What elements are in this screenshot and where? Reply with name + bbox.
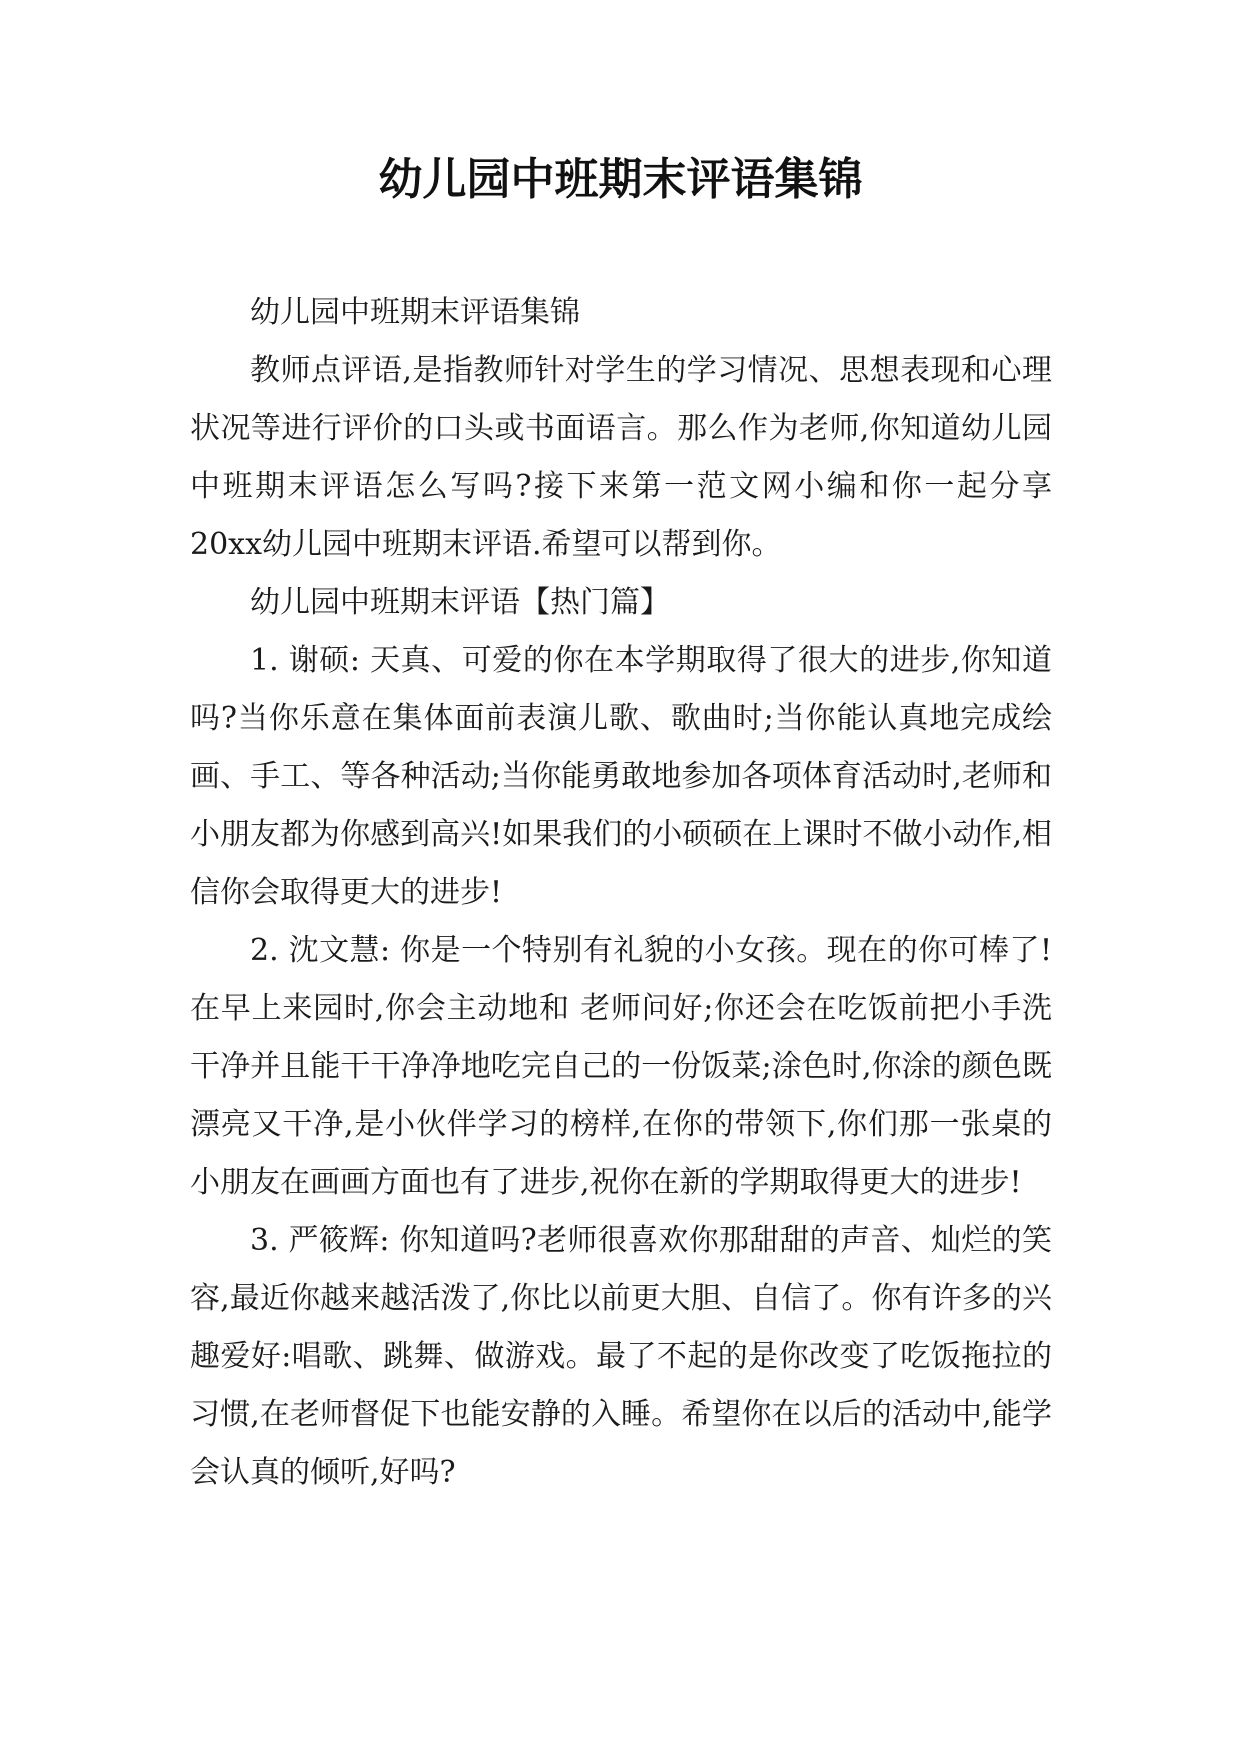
paragraph-comment-2: 2. 沈文慧: 你是一个特别有礼貌的小女孩。现在的你可棒了!在早上来园时,你会主动地和 老师问好;你还会在吃饭前把小手洗干净并且能干干净净地吃完自己的一份饭菜;涂色时,你涂的颜色既漂亮又干净,是小伙伴学习的榜样,在你的带领下,你们那一张桌的小朋友在画画方面也有了进步,祝你在新的学期取得更大的进步!	[190, 933, 1052, 1200]
document-body	[190, 284, 1052, 1502]
paragraph-comment-3: 3. 严筱辉: 你知道吗?老师很喜欢你那甜甜的声音、灿烂的笑容,最近你越来越活泼了,你比以前更大胆、自信了。你有许多的兴趣爱好:唱歌、跳舞、做游戏。最了不起的是你改变了吃饭拖拉的习惯,在老师督促下也能安静的入睡。希望你在以后的活动中,能学会认真的倾听,好吗?	[190, 1223, 1052, 1490]
paragraph-intro: 教师点评语,是指教师针对学生的学习情况、思想表现和心理状况等进行评价的口头或书面语言。那么作为老师,你知道幼儿园中班期末评语怎么写吗?接下来第一范文网小编和你一起分享20xx幼儿园中班期末评语.希望可以帮到你。	[190, 353, 1052, 562]
paragraph-comment-1: 1. 谢硕: 天真、可爱的你在本学期取得了很大的进步,你知道吗?当你乐意在集体面前表演儿歌、歌曲时;当你能认真地完成绘画、手工、等各种活动;当你能勇敢地参加各项体育活动时,老师和小朋友都为你感到高兴!如果我们的小硕硕在上课时不做小动作,相信你会取得更大的进步!	[190, 643, 1052, 910]
section-heading: 幼儿园中班期末评语【热门篇】	[250, 585, 670, 620]
paragraph-subtitle: 幼儿园中班期末评语集锦	[250, 295, 580, 330]
document-title: 幼儿园中班期末评语集锦	[378, 154, 863, 205]
